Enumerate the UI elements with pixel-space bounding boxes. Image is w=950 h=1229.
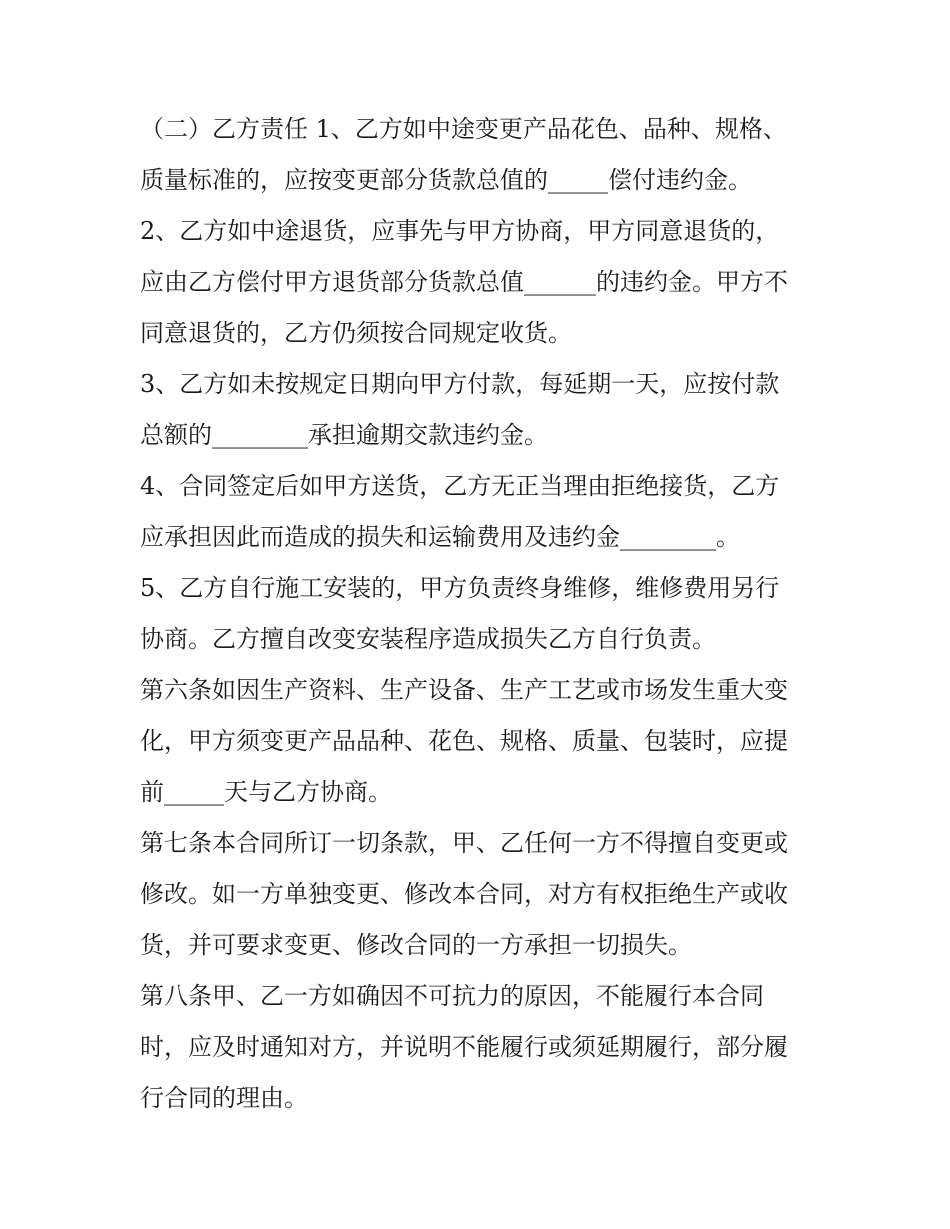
text-line: 3、乙方如未按规定日期向甲方付款，每延期一天，应按付款 — [140, 370, 780, 398]
text-line: 前_____天与乙方协商。 — [140, 778, 392, 806]
text-line: 第六条如因生产资料、生产设备、生产工艺或市场发生重大变 — [140, 676, 788, 704]
text-line: 货，并可要求变更、修改合同的一方承担一切损失。 — [140, 931, 692, 959]
text-line: 第七条本合同所订一切条款，甲、乙任何一方不得擅自变更或 — [140, 829, 788, 857]
text-line: 应承担因此而造成的损失和运输费用及违约金________。 — [140, 523, 740, 551]
text-line: 总额的________承担逾期交款违约金。 — [140, 421, 548, 449]
text-line: 第八条甲、乙一方如确因不可抗力的原因，不能履行本合同 — [140, 982, 764, 1010]
text-line: （二）乙方责任 1、乙方如中途变更产品花色、品种、规格、 — [140, 115, 787, 143]
text-line: 时，应及时通知对方，并说明不能履行或须延期履行，部分履 — [140, 1033, 788, 1061]
text-line: 协商。乙方擅自改变安装程序造成损失乙方自行负责。 — [140, 625, 716, 653]
text-line: 2、乙方如中途退货，应事先与甲方协商，甲方同意退货的， — [140, 217, 780, 245]
text-line: 行合同的理由。 — [140, 1084, 308, 1112]
text-line: 5、乙方自行施工安装的，甲方负责终身维修，维修费用另行 — [140, 574, 780, 602]
text-line: 同意退货的，乙方仍须按合同规定收货。 — [140, 319, 572, 347]
text-line: 修改。如一方单独变更、修改本合同，对方有权拒绝生产或收 — [140, 880, 788, 908]
text-line: 4、合同签定后如甲方送货，乙方无正当理由拒绝接货，乙方 — [140, 472, 780, 500]
text-line: 化，甲方须变更产品品种、花色、规格、质量、包装时，应提 — [140, 727, 788, 755]
document-body — [140, 104, 816, 1124]
text-line: 应由乙方偿付甲方退货部分货款总值______的违约金。甲方不 — [140, 268, 788, 296]
text-line: 质量标准的，应按变更部分货款总值的_____偿付违约金。 — [140, 166, 752, 194]
